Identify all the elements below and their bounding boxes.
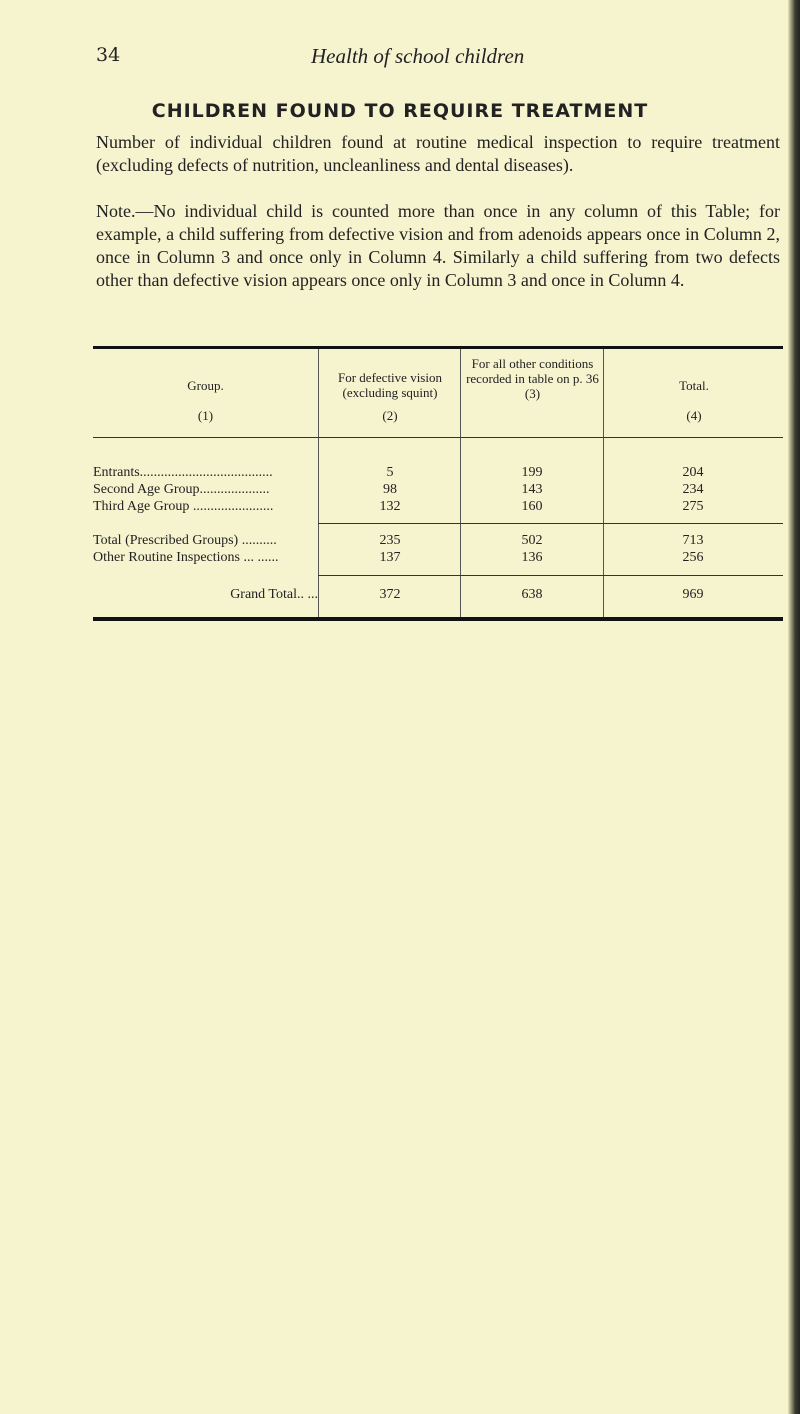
header-label: For all other conditions recorded in table on p. 36 [466,356,599,386]
row-label: Total (Prescribed Groups) .......... [93,533,277,548]
table-bottom-rule [93,617,783,621]
row-label: Second Age Group.................... [93,482,270,497]
header-group [93,378,318,423]
table-top-rule [93,346,783,349]
header-label: Total. [679,378,709,393]
page-number: 34 [96,44,121,66]
cell: 143 [521,482,543,497]
header-label: For defective vision (excluding squint) [338,370,442,400]
header-rule [93,437,783,438]
cell: 969 [682,587,704,602]
page-binding-edge [788,0,800,1414]
header-label: Group. [187,378,224,393]
table-row [93,499,783,516]
cell: 5 [386,465,394,480]
cell: 136 [521,550,543,565]
cell: 199 [521,465,543,480]
header-number: (1) [197,408,214,423]
cell: 132 [379,499,401,514]
table-row [93,550,783,567]
header-number: (3) [524,386,541,401]
cell: 204 [682,465,704,480]
header-total [605,378,783,423]
header-number: (4) [686,408,702,423]
row-label: Other Routine Inspections ... ...... [93,550,279,565]
cell: 98 [383,482,397,497]
header-number: (2) [382,408,398,423]
cell: 160 [521,499,543,514]
header-defective-vision [320,370,460,423]
row-label: Entrants...................................... [93,465,273,480]
running-title: Health of school children [311,44,525,68]
cell: 638 [521,587,543,602]
cell: 502 [521,533,543,548]
table-row [93,533,783,550]
cell: 137 [379,550,401,565]
intro-paragraph: Number of individual children found at routine medical inspection to require treatment (excluding defects of nutrition, uncleanliness and dental diseases). [96,132,780,175]
cell: 235 [379,533,401,548]
row-label: Third Age Group ....................... [93,499,274,514]
grand-total-rule [318,575,783,576]
table-row [93,482,783,499]
note-paragraph: Note.—No individual child is counted more than once in any column of this Table; for example, a child suffering from defective vision and from adenoids appears once in Column 2, once in Column 3 and once only in Column 4. Similarly a child suffering from two defects other than defective vision appears once only in Column 3 and once in Column 4. [96,201,780,290]
table-row-grand-total [93,587,783,604]
cell: 275 [682,499,704,514]
header-other-conditions [462,356,603,401]
row-label: Grand Total.. ... [230,587,318,602]
section-heading: CHILDREN FOUND TO REQUIRE TREATMENT [151,100,649,122]
subtotal-rule [318,523,783,524]
cell: 256 [682,550,704,565]
table-row [93,465,783,482]
cell: 372 [379,587,401,602]
cell: 234 [682,482,704,497]
cell: 713 [682,533,704,548]
